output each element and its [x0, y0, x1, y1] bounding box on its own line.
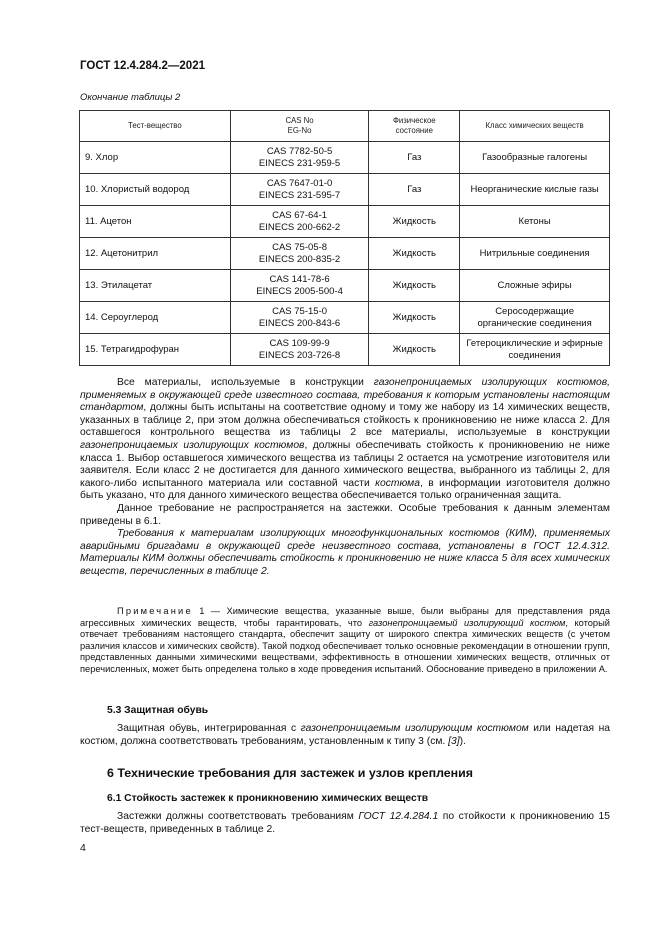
section-6-1-title: 6.1 Стойкость застежек к проникновению химических веществ — [107, 793, 429, 804]
state-cell: Жидкость — [369, 270, 460, 302]
paragraph-kim: Требования к материалам изолирующих многофункциональных костюмов (КИМ), применяемых аварийными бригадами в окружающей среде неизвестного состава, установлены в ГОСТ 12.4.312. Материалы КИМ должны обеспечивать стойкость к проникновению не ниже класса 5 для всех химических веществ, перечисленных в таблице 2. — [80, 528, 610, 577]
state-cell: Жидкость — [369, 206, 460, 238]
class-cell: Газообразные галогены — [460, 142, 610, 174]
table-row — [80, 302, 610, 334]
table-header-row — [80, 111, 610, 142]
table-body — [80, 142, 610, 366]
substance-cell: 11. Ацетон — [80, 206, 231, 238]
class-cell: Неорганические кислые газы — [460, 174, 610, 206]
column-header: Класс химических веществ — [460, 111, 610, 142]
cas-cell: CAS 109-99-9 EINECS 203-726-8 — [230, 334, 369, 366]
note-1: Примечание 1 — Химические вещества, указанные выше, были выбраны для представления ряда агрессивных химических веществ, чтобы гарантировать, что газонепроницаемый изолирующий костюм, который отвечает требованиям настоящего стандарта, обеспечит защиту от широкого спектра химических веществ (с учетом различия классов и химических свойств). Такой подход обеспечивает только основные рекомендации в отношении групп, представленных данными химическими веществами, эффективность в отношении химических веществ, отличных от перечисленных, может быть определена только в ходе проведения испытаний. Обоснование приведено в приложении А. — [80, 606, 610, 674]
substance-cell: 13. Этилацетат — [80, 270, 231, 302]
class-cell: Сложные эфиры — [460, 270, 610, 302]
substance-cell: 12. Ацетонитрил — [80, 238, 231, 270]
column-header: CAS No EG-No — [230, 111, 369, 142]
state-cell: Газ — [369, 174, 460, 206]
page-number: 4 — [80, 842, 86, 854]
table-row — [80, 238, 610, 270]
document-header: ГОСТ 12.4.284.2—2021 — [80, 60, 205, 72]
state-cell: Жидкость — [369, 302, 460, 334]
class-cell: Нитрильные соединения — [460, 238, 610, 270]
table-row — [80, 174, 610, 206]
cas-cell: CAS 7782-50-5 EINECS 231-959-5 — [230, 142, 369, 174]
table-row — [80, 142, 610, 174]
cas-cell: CAS 7647-01-0 EINECS 231-595-7 — [230, 174, 369, 206]
substance-cell: 10. Хлористый водород — [80, 174, 231, 206]
paragraph-fasteners: Данное требование не распространяется на застежки. Особые требования к данным элементам приведены в 6.1. — [80, 502, 610, 527]
column-header: Физическое состояние — [369, 111, 460, 142]
state-cell: Жидкость — [369, 334, 460, 366]
state-cell: Газ — [369, 142, 460, 174]
column-header: Тест-вещество — [80, 111, 231, 142]
table-row — [80, 270, 610, 302]
substance-cell: 15. Тетрагидрофуран — [80, 334, 231, 366]
substance-cell: 9. Хлор — [80, 142, 231, 174]
cas-cell: CAS 141-78-6 EINECS 2005-500-4 — [230, 270, 369, 302]
section-5-3-text: Защитная обувь, интегрированная с газонепроницаемым изолирующим костюмом или надетая на костюм, должна соответствовать требованиям, установленным к типу 3 (см. [3]). — [80, 723, 611, 747]
note-label: Примечание — [117, 606, 193, 616]
cas-cell: CAS 75-15-0 EINECS 200-843-6 — [230, 302, 369, 334]
state-cell: Жидкость — [369, 238, 460, 270]
substance-cell: 14. Сероуглерод — [80, 302, 231, 334]
table-row — [80, 206, 610, 238]
class-cell: Кетоны — [460, 206, 610, 238]
section-5-3-title: 5.3 Защитная обувь — [107, 705, 209, 716]
chemical-table — [79, 110, 610, 366]
class-cell: Гетероциклические и эфирные соединения — [460, 334, 610, 366]
table-caption: Окончание таблицы 2 — [80, 92, 181, 103]
class-cell: Серосодержащие органические соединения — [460, 302, 610, 334]
cas-cell: CAS 67-64-1 EINECS 200-662-2 — [230, 206, 369, 238]
section-6-1-text: Застежки должны соответствовать требованиям ГОСТ 12.4.284.1 по стойкости к проникновению 15 тест-веществ, приведенных в таблице 2. — [80, 811, 610, 835]
paragraph-materials: Все материалы, используемые в конструкции газонепроницаемых изолирующих костюмов, применяемых в окружающей среде известного состава, требования к которым установлены настоящим стандартом, должны быть испытаны на соответствие одному и тому же набору из 14 химических веществ, указанных в таблице 2, при этом должна обеспечиваться стойкость к проникновению не ниже класса 2. Для оставшегося контрольного вещества из таблицы 2 все материалы, используемые в конструкции газонепроницаемых изолирующих костюмов, должны обеспечивать стойкость к проникновению не ниже класса 1. Выбор оставшегося химического вещества из таблицы 2 остается на усмотрение изготовителя или заявителя. Если класс 2 не достигается для данного химического вещества, выбранного из таблицы 2, для какого-либо испытанного материала или составной части костюма, в информации изготовителя должно быть указано, что для данного химического вещества обеспечивается только ограниченная защита. Данное требование не распространяется на застежки. Особые требования к данным элементам приведены в 6.1. Требования к материалам изолирующих многофункциональных костюмов (КИМ), применяемых аварийными бригадами в окружающей среде неизвестного состава, установлены в ГОСТ 12.4.312. Материалы КИМ должны обеспечивать стойкость к проникновению не ниже класса 5 для всех химических веществ, перечисленных в таблице 2. — [80, 377, 610, 577]
table-row — [80, 334, 610, 366]
section-6-title: 6 Технические требования для застежек и узлов крепления — [107, 766, 474, 780]
cas-cell: CAS 75-05-8 EINECS 200-835-2 — [230, 238, 369, 270]
